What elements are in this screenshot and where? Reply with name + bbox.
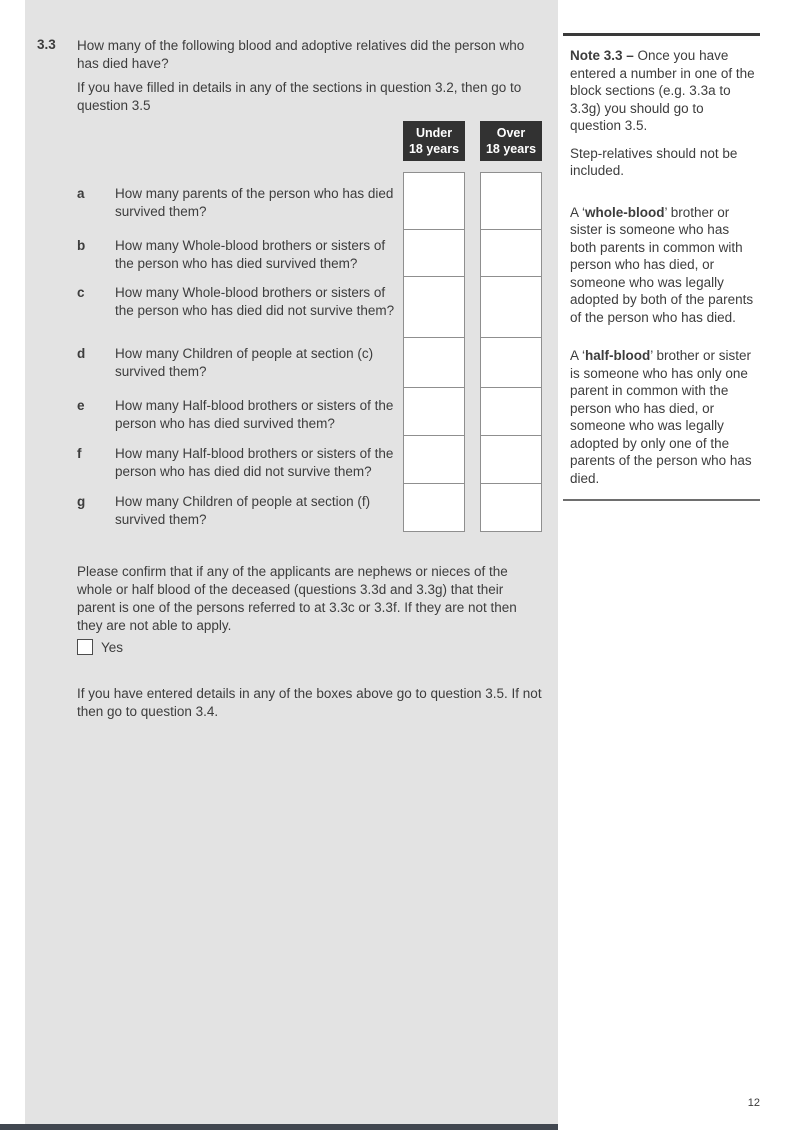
row-letter-d: d [77,346,86,361]
answer-box-f-over-18[interactable] [480,435,542,484]
column-header-under-18 [403,121,465,161]
note-paragraph-2: Step-relatives should not be included. [570,145,738,178]
note-p1-text: Once you have entered a number in one of the block sections (e.g. 3.3a to 3.3g) you should go to question 3.5. [570,48,755,133]
column-header-under-line2: 18 years [408,142,460,156]
answer-box-d-under-18[interactable] [403,337,465,388]
note-panel [563,33,760,501]
note-p4-text: ’ brother or sister is someone who has only one parent in common with the person who has died, or someone who was legally adopted by only one of the parents of the person who has died. [570,348,752,486]
question-text: How many of the following blood and adoptive relatives did the person who has died have? [77,38,525,71]
column-header-over-18 [480,121,542,161]
note-p3-term: whole-blood [585,204,665,220]
row-letter-e: e [77,398,85,413]
answer-box-b-under-18[interactable] [403,229,465,277]
note-p4-pre: A ‘ [570,348,586,363]
row-text-c: How many Whole-blood brothers or sisters of the person who has died did not survive them? [115,285,395,318]
answer-box-e-over-18[interactable] [480,387,542,436]
answer-box-g-under-18[interactable] [403,483,465,532]
row-letter-b: b [77,238,86,253]
row-letter-f: f [77,446,82,461]
answer-box-a-over-18[interactable] [480,172,542,230]
answer-box-e-under-18[interactable] [403,387,465,436]
note-paragraph-1 [570,47,755,135]
question-instruction: If you have filled in details in any of the sections in question 3.2, then go to question 3.5 [77,80,522,113]
answer-box-f-under-18[interactable] [403,435,465,484]
column-header-over-line2: 18 years [485,142,537,156]
note-title: Note 3.3 – [570,48,634,63]
page-number: 12 [747,1097,760,1109]
row-text-f: How many Half-blood brothers or sisters of the person who has died did not survive them? [115,446,394,479]
column-header-over-line1: Over [496,126,526,140]
answer-box-c-under-18[interactable] [403,276,465,338]
footer-instruction: If you have entered details in any of the boxes above go to question 3.5. If not then go to question 3.4. [77,686,542,719]
answer-box-b-over-18[interactable] [480,229,542,277]
row-text-d: How many Children of people at section (c) survived them? [115,346,374,379]
note-p3-text: ’ brother or sister is someone who has both parents in common with person who has died, or someone who was legally adopted by both of the parents of the person who has died. [570,204,754,325]
question-number: 3.3 [37,37,56,52]
yes-checkbox-label: Yes [101,640,124,655]
confirmation-text: Please confirm that if any of the applicants are nephews or nieces of the whole or half blood of the deceased (questions 3.3d and 3.3g) that their parent is one of the persons referred to at 3.3c or 3.3f. If they are not then they are not able to apply. [77,564,517,633]
row-letter-g: g [77,494,86,509]
row-text-e: How many Half-blood brothers or sisters of the person who has died survived them? [115,398,394,431]
answer-box-g-over-18[interactable] [480,483,542,532]
yes-checkbox[interactable] [77,639,93,655]
answer-box-a-under-18[interactable] [403,172,465,230]
row-letter-c: c [77,285,85,300]
note-p3-pre: A ‘ [570,204,586,220]
answer-box-d-over-18[interactable] [480,337,542,388]
note-paragraph-4 [570,347,755,487]
page-footer-bar [0,1124,558,1130]
answer-box-c-over-18[interactable] [480,276,542,338]
row-text-b: How many Whole-blood brothers or sisters of the person who has died survived them? [115,238,386,271]
row-letter-a: a [77,186,85,201]
note-paragraph-3 [570,204,755,327]
row-text-a: How many parents of the person who has died survived them? [115,186,394,219]
column-header-under-line1: Under [415,126,453,140]
note-p4-term: half-blood [585,348,651,363]
row-text-g: How many Children of people at section (f) survived them? [115,494,371,527]
